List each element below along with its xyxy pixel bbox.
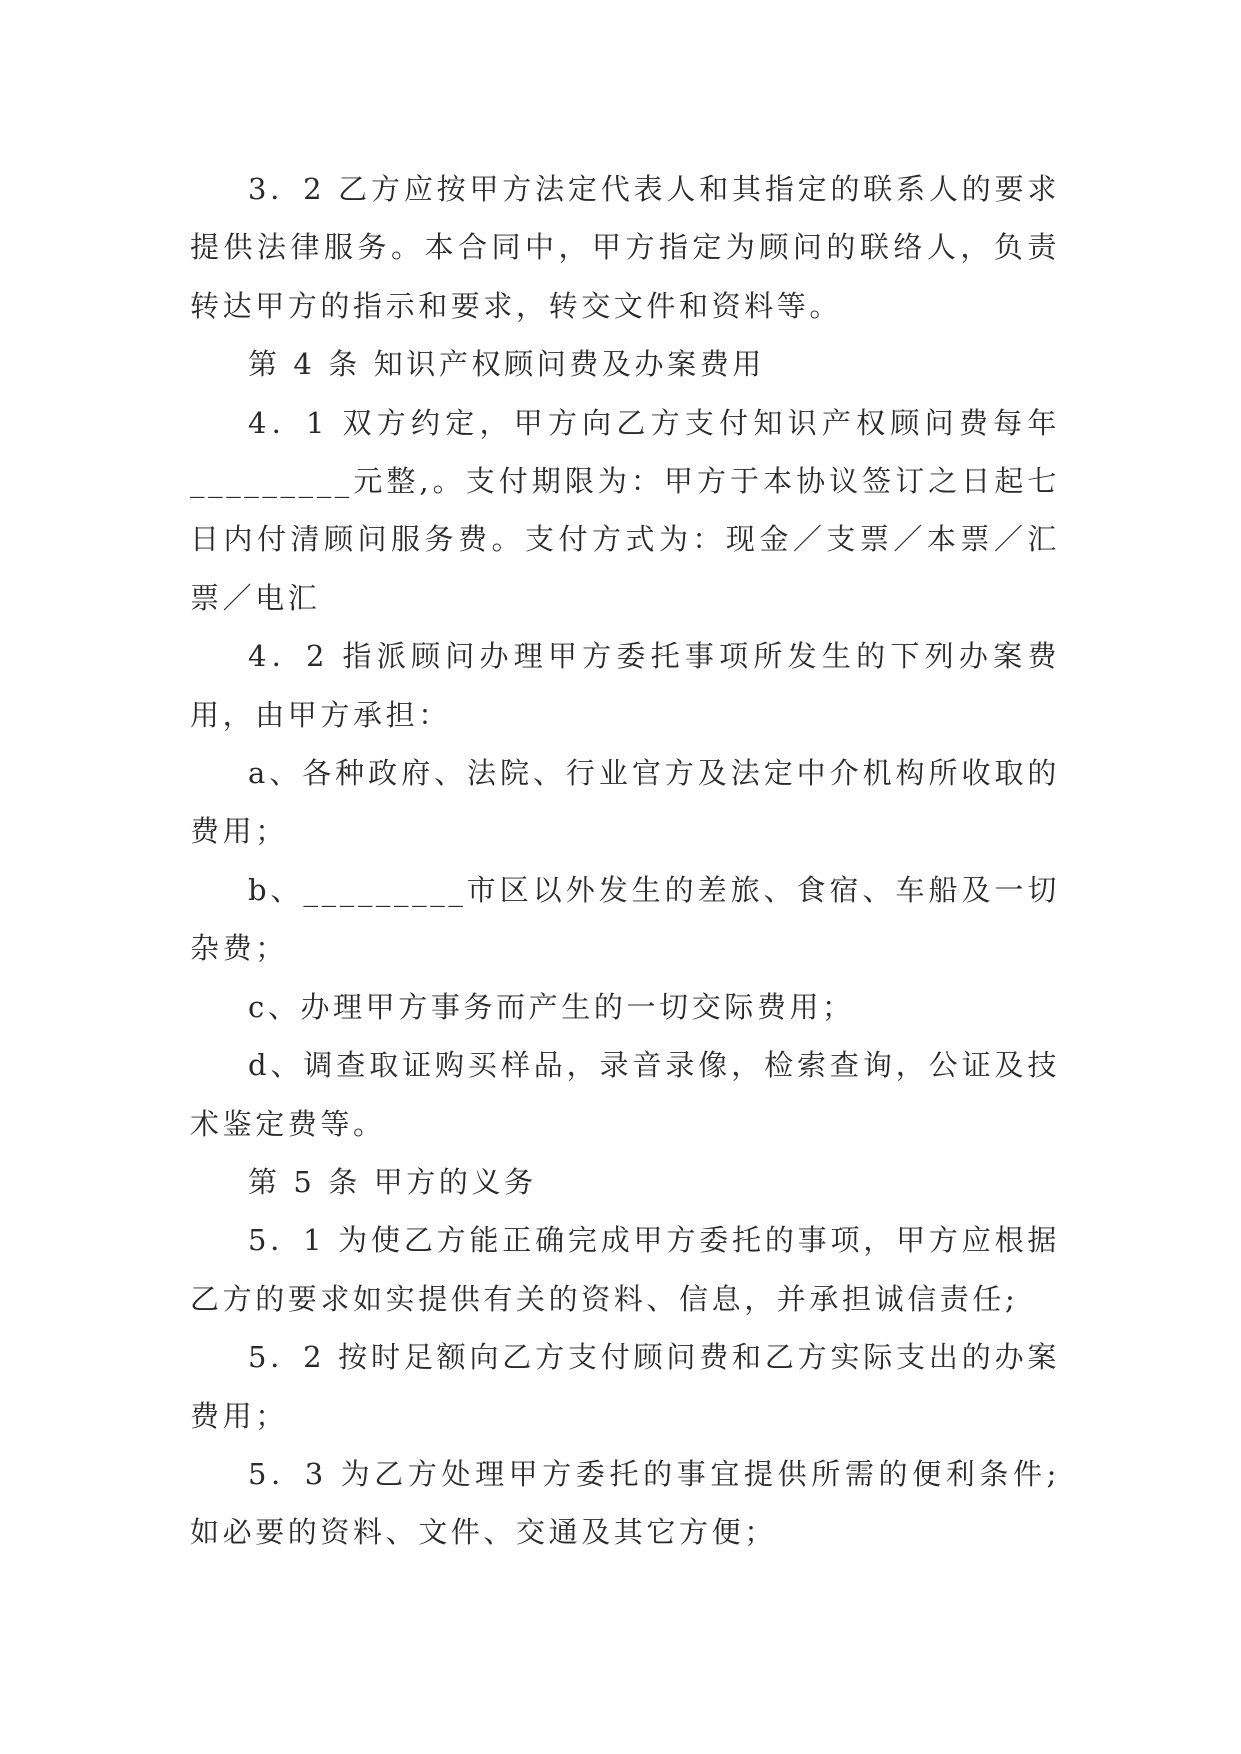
document-body <box>190 160 1060 1562</box>
paragraph-5-3: 5．3 为乙方处理甲方委托的事宜提供所需的便利条件;如必要的资料、文件、交通及其它方便； <box>190 1456 1060 1550</box>
article-4-heading: 第 4 条 知识产权顾问费及办案费用 <box>248 347 765 382</box>
item-b: b、_________市区以外发生的差旅、食宿、车船及一切杂费； <box>190 872 1060 966</box>
item-a: a、各种政府、法院、行业官方及法定中介机构所收取的费用； <box>190 756 1060 849</box>
item-d: d、调查取证购买样品，录音录像，检索查询，公证及技术鉴定费等。 <box>190 1048 1060 1141</box>
paragraph-5-2: 5．2 按时足额向乙方支付顾问费和乙方实际支出的办案费用； <box>190 1340 1060 1433</box>
paragraph-5-1: 5．1 为使乙方能正确完成甲方委托的事项，甲方应根据乙方的要求如实提供有关的资料、信息，并承担诚信责任; <box>190 1223 1060 1316</box>
paragraph-4-1: 4．1 双方约定，甲方向乙方支付知识产权顾问费每年_________元整,。支付期限为：甲方于本协议签订之日起七日内付清顾问服务费。支付方式为：现金／支票／本票／汇票／电汇 <box>190 405 1060 615</box>
article-5-heading: 第 5 条 甲方的义务 <box>248 1164 537 1199</box>
paragraph-3-2: 3．2 乙方应按甲方法定代表人和其指定的联系人的要求提供法律服务。本合同中，甲方指定为顾问的联络人，负责转达甲方的指示和要求，转交文件和资料等。 <box>190 172 1060 323</box>
paragraph-4-2: 4．2 指派顾问办理甲方委托事项所发生的下列办案费用，由甲方承担： <box>190 639 1060 732</box>
item-c: c、办理甲方事务而产生的一切交际费用； <box>248 989 855 1024</box>
